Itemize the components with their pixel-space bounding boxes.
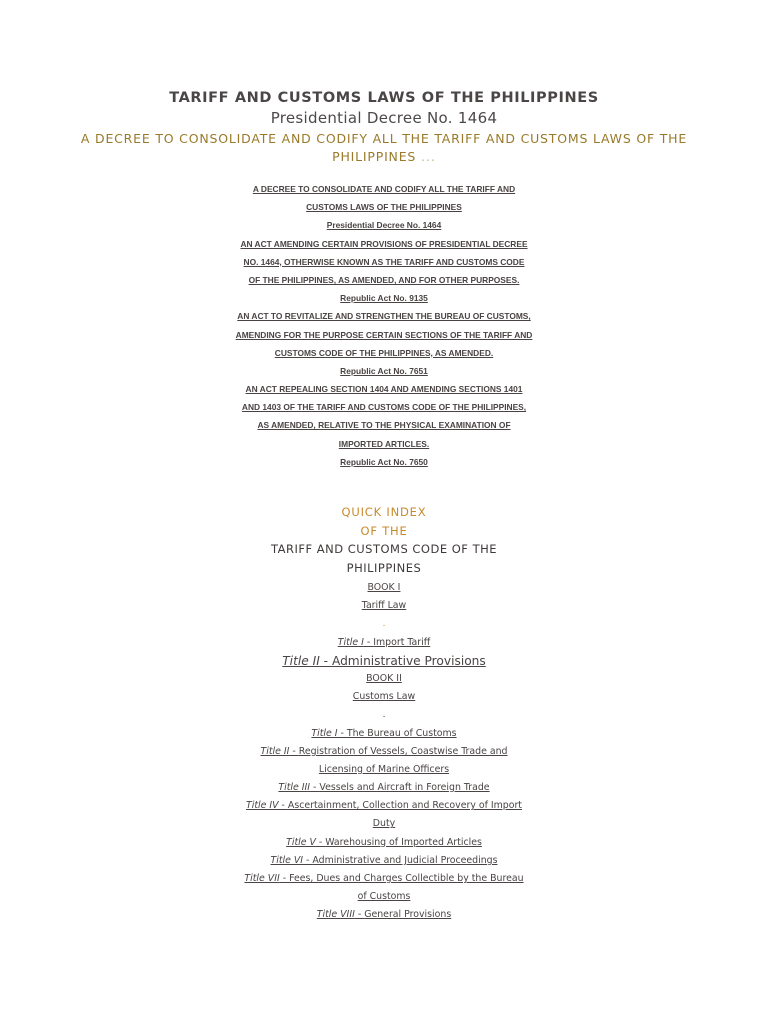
title-link[interactable] xyxy=(278,782,489,793)
separator-dot: . xyxy=(382,710,386,721)
document-header xyxy=(0,88,768,166)
title-link[interactable] xyxy=(246,800,522,811)
amendment-line[interactable]: OF THE PHILIPPINES, AS AMENDED, AND FOR OTHER PURPOSES. xyxy=(248,274,520,285)
toc-title-item[interactable] xyxy=(0,779,768,797)
amendment-line[interactable]: CUSTOMS LAWS OF THE PHILIPPINES xyxy=(306,202,462,213)
title-number: Title II xyxy=(260,745,290,757)
title-link[interactable] xyxy=(311,728,456,739)
amendment-line[interactable]: CUSTOMS CODE OF THE PHILIPPINES, AS AMENDED. xyxy=(274,347,494,358)
title-dash: - xyxy=(337,727,347,739)
amendment-line[interactable]: AS AMENDED, RELATIVE TO THE PHYSICAL EXAMINATION OF xyxy=(257,420,511,431)
title-link[interactable] xyxy=(271,855,498,866)
title-name: Registration of Vessels, Coastwise Trade and xyxy=(298,745,508,757)
book-1-link[interactable]: BOOK I xyxy=(367,582,401,593)
title-dash: - xyxy=(278,800,288,812)
amendment-line[interactable]: AND 1403 OF THE TARIFF AND CUSTOMS CODE OF THE PHILIPPINES, xyxy=(241,402,527,413)
toc-title-item[interactable] xyxy=(0,743,768,761)
toc-title-item[interactable] xyxy=(0,852,768,870)
title-name: Warehousing of Imported Articles xyxy=(325,836,482,848)
title-link[interactable] xyxy=(244,873,523,884)
amendment-line[interactable]: Republic Act No. 7650 xyxy=(340,456,428,467)
toc-title-item[interactable] xyxy=(0,634,768,652)
amendment-line[interactable]: NO. 1464, OTHERWISE KNOWN AS THE TARIFF AND CUSTOMS CODE xyxy=(243,256,525,267)
amendment-line[interactable]: AN ACT REPEALING SECTION 1404 AND AMENDING SECTIONS 1401 xyxy=(245,384,523,395)
separator-dot: . xyxy=(382,619,386,630)
amendment-line[interactable]: IMPORTED ARTICLES. xyxy=(338,438,430,449)
title-number: Title V xyxy=(286,836,316,848)
toc-title-item[interactable] xyxy=(0,834,768,852)
toc-title-item[interactable] xyxy=(0,906,768,924)
title-link[interactable] xyxy=(286,837,482,848)
title-number: Title IV xyxy=(246,800,279,812)
title-name: Vessels and Aircraft in Foreign Trade xyxy=(319,782,490,794)
title-dash: - xyxy=(289,745,299,757)
decree-title xyxy=(54,130,714,166)
title-link-continuation[interactable]: of Customs xyxy=(357,891,411,903)
title-dash: - xyxy=(303,854,313,866)
amendment-line[interactable]: AN ACT TO REVITALIZE AND STRENGTHEN THE BUREAU OF CUSTOMS, xyxy=(237,311,531,322)
title-link-continuation[interactable]: Licensing of Marine Officers xyxy=(318,763,450,775)
customs-law-link[interactable]: Customs Law xyxy=(352,691,416,703)
amendment-line[interactable]: AN ACT AMENDING CERTAIN PROVISIONS OF PRESIDENTIAL DECREE xyxy=(240,238,528,249)
decree-title-line2: PHILIPPINES xyxy=(332,149,417,164)
amendment-line[interactable]: Republic Act No. 7651 xyxy=(340,365,428,376)
title-number: Title VI xyxy=(270,854,304,866)
title-link[interactable] xyxy=(261,746,508,757)
title-link[interactable] xyxy=(338,637,430,648)
amendment-line[interactable]: Republic Act No. 9135 xyxy=(340,293,428,304)
title-number: Title III xyxy=(278,782,311,794)
title-name: Ascertainment, Collection and Recovery of Import xyxy=(287,800,522,812)
toc-title-continuation[interactable] xyxy=(0,761,768,779)
code-name-line1: TARIFF AND CUSTOMS CODE OF THE xyxy=(270,542,498,556)
toc-title-continuation[interactable] xyxy=(0,815,768,833)
title-dash: - xyxy=(363,636,374,648)
amendment-line[interactable]: AMENDING FOR THE PURPOSE CERTAIN SECTIONS OF THE TARIFF AND xyxy=(235,329,533,340)
title-number: Title VIII xyxy=(316,909,355,921)
toc-book-1[interactable] xyxy=(0,579,768,597)
document-subtitle: Presidential Decree No. 1464 xyxy=(270,109,498,127)
title-number: Title I xyxy=(311,727,338,739)
book-2-link[interactable]: BOOK II xyxy=(366,672,402,684)
quick-index-heading xyxy=(0,503,768,577)
title-dash: - xyxy=(319,653,332,668)
title-dash: - xyxy=(310,782,320,794)
toc-title-item[interactable] xyxy=(0,652,768,670)
toc-book-1-name[interactable] xyxy=(0,597,768,615)
amendment-line[interactable]: A DECREE TO CONSOLIDATE AND CODIFY ALL THE TARIFF AND xyxy=(252,184,516,194)
title-name: The Bureau of Customs xyxy=(346,727,457,739)
title-name: General Provisions xyxy=(364,909,452,921)
title-number: Title II xyxy=(282,653,320,668)
title-dash: - xyxy=(279,873,290,884)
quick-index-of-the: OF THE xyxy=(360,523,408,538)
tariff-law-link[interactable]: Tariff Law xyxy=(361,600,407,612)
toc-title-item[interactable] xyxy=(0,870,768,888)
document-title: TARIFF AND CUSTOMS LAWS OF THE PHILIPPINES xyxy=(169,90,599,106)
title-dash: - xyxy=(354,909,365,921)
title-link[interactable] xyxy=(282,654,486,668)
title-dash: - xyxy=(315,836,326,848)
toc-book-2-name[interactable] xyxy=(0,688,768,706)
title-link-continuation[interactable]: Duty xyxy=(372,818,396,830)
toc-title-item[interactable] xyxy=(0,725,768,743)
decree-title-line1: A DECREE TO CONSOLIDATE AND CODIFY ALL THE TARIFF AND CUSTOMS LAWS OF THE xyxy=(80,131,688,146)
title-link[interactable] xyxy=(317,909,451,920)
title-number: Title I xyxy=(337,636,364,648)
title-number: Title VII xyxy=(244,873,280,884)
title-name: Administrative Provisions xyxy=(331,653,486,668)
toc-title-continuation[interactable] xyxy=(0,888,768,906)
amendment-line[interactable]: Presidential Decree No. 1464 xyxy=(326,220,442,231)
table-of-contents xyxy=(0,579,768,925)
toc-title-item[interactable] xyxy=(0,797,768,815)
quick-index-title: QUICK INDEX xyxy=(341,505,427,519)
amendments-list xyxy=(0,180,768,471)
toc-book-2[interactable] xyxy=(0,670,768,688)
code-name-line2: PHILIPPINES xyxy=(346,560,422,575)
title-name: Administrative and Judicial Proceedings xyxy=(312,854,498,866)
decree-ellipsis[interactable]: ... xyxy=(420,149,436,164)
title-name: Fees, Dues and Charges Collectible by the Bureau xyxy=(289,873,524,884)
title-name: Import Tariff xyxy=(373,636,431,648)
